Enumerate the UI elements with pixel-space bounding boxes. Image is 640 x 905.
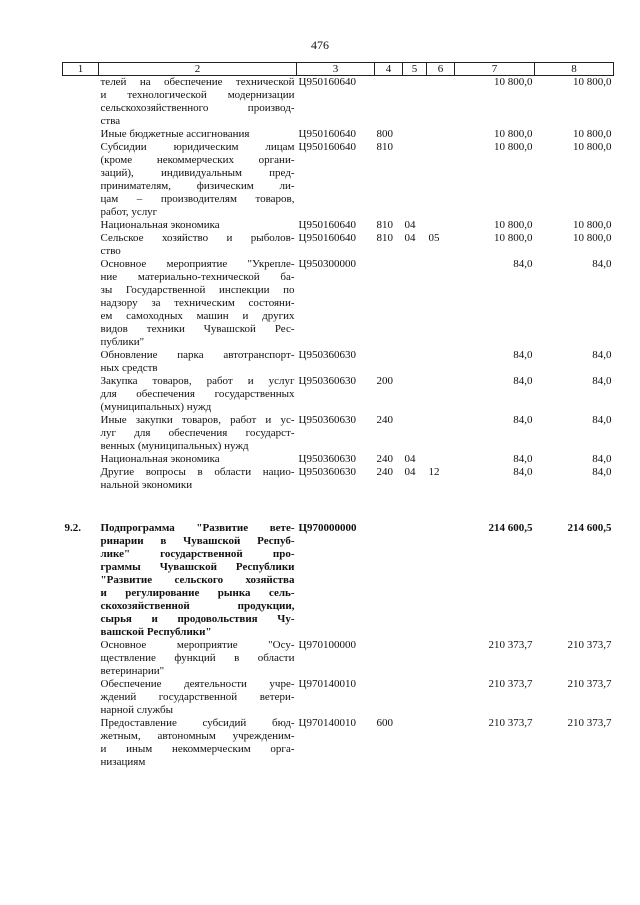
row-number: [63, 453, 99, 466]
table-row: [63, 128, 614, 141]
row-code: Ц970100000: [298, 639, 356, 651]
description-line: ринарии в Чувашской Респуб-: [100, 535, 295, 547]
header-col-8: 8: [535, 63, 614, 76]
description-line: ждений государственной ветери-: [100, 691, 295, 703]
description-line: заций), индивидуальным пред-: [100, 167, 295, 179]
row-number: [63, 678, 99, 717]
row-amount-2: 214 600,5: [567, 522, 612, 534]
row-code: Ц950360630: [298, 466, 356, 478]
row-amount-2: 84,0: [592, 453, 612, 465]
row-number: [63, 141, 99, 219]
table-row: [63, 375, 614, 414]
row-col-4: 240: [376, 453, 393, 465]
row-col-6: [427, 349, 455, 375]
header-col-6: 6: [427, 63, 455, 76]
table-row: [63, 232, 614, 258]
row-col-6: [427, 76, 455, 129]
row-amount-1: 84,0: [513, 375, 533, 387]
row-description: [99, 522, 297, 639]
description-line: ществление функций в области: [100, 652, 295, 664]
description-line: "Развитие сельского хозяйства: [100, 574, 295, 586]
description-line: лике" государственной про-: [100, 548, 295, 560]
row-col-5: 04: [404, 219, 416, 231]
description-line: ветеринарии": [100, 665, 165, 677]
row-col-5: 04: [404, 453, 416, 465]
row-col-5: [403, 258, 427, 349]
description-line: Закупка товаров, работ и услуг: [100, 375, 295, 387]
header-col-1: 1: [63, 63, 99, 76]
row-col-4: [375, 678, 403, 717]
row-amount-2: 84,0: [592, 414, 612, 426]
row-code: Ц950160640: [298, 232, 356, 244]
description-line: Другие вопросы в области нацио-: [100, 466, 295, 478]
row-number: [63, 639, 99, 678]
table-header: [63, 63, 614, 76]
page-number: 476: [311, 38, 329, 52]
row-amount-2: 84,0: [592, 349, 612, 361]
row-description: [99, 453, 297, 466]
spacer-cell: [63, 492, 614, 522]
row-code: Ц950360630: [298, 375, 356, 387]
row-description: [99, 219, 297, 232]
row-col-5: [403, 141, 427, 219]
row-number: [63, 219, 99, 232]
row-col-4: 240: [376, 414, 393, 426]
row-col-6: [427, 258, 455, 349]
table-row: [63, 453, 614, 466]
description-line: Субсидии юридическим лицам: [100, 141, 295, 153]
row-description: [99, 678, 297, 717]
row-amount-2: 10 800,0: [573, 141, 612, 153]
row-number: [63, 258, 99, 349]
row-col-6: [427, 414, 455, 453]
row-code: Ц950160640: [298, 128, 356, 140]
row-col-5: [403, 639, 427, 678]
row-col-5: [403, 678, 427, 717]
row-col-6: [427, 453, 455, 466]
row-amount-2: 210 373,7: [567, 639, 612, 651]
description-line: Национальная экономика: [100, 453, 220, 465]
row-col-6: 05: [428, 232, 440, 244]
row-amount-2: 10 800,0: [573, 219, 612, 231]
row-amount-1: 10 800,0: [494, 232, 533, 244]
row-col-4: [375, 522, 403, 639]
row-col-5: [403, 717, 427, 769]
description-line: скохозяйственной продукции,: [100, 600, 295, 612]
description-line: и регулирование рынка сель-: [100, 587, 295, 599]
row-col-5: 04: [404, 232, 416, 244]
row-col-6: [427, 128, 455, 141]
header-col-7: 7: [455, 63, 535, 76]
table-row: [63, 141, 614, 219]
row-description: [99, 375, 297, 414]
row-number: [63, 76, 99, 129]
row-code: Ц950360630: [298, 414, 356, 426]
description-line: сырья и продовольствия Чу-: [100, 613, 295, 625]
row-col-4: 600: [376, 717, 393, 729]
description-line: Подпрограмма "Развитие вете-: [100, 522, 295, 534]
row-description: [99, 414, 297, 453]
row-number: [63, 128, 99, 141]
table-row: [63, 414, 614, 453]
row-col-4: 240: [376, 466, 393, 478]
row-amount-2: 210 373,7: [567, 717, 612, 729]
table-row: [63, 76, 614, 129]
description-line: ства: [100, 115, 121, 127]
row-number: [63, 232, 99, 258]
header-col-2: 2: [99, 63, 297, 76]
description-line: Обновление парка автотранспорт-: [100, 349, 295, 361]
description-line: Иные бюджетные ассигнования: [100, 128, 250, 140]
row-amount-1: 84,0: [513, 414, 533, 426]
row-code: Ц950160640: [298, 76, 356, 88]
row-code: Ц970140010: [298, 678, 356, 690]
row-number: [63, 466, 99, 492]
description-line: работ, услуг: [100, 206, 158, 218]
description-line: венных (муниципальных) нужд: [100, 440, 249, 452]
row-amount-1: 214 600,5: [488, 522, 533, 534]
row-amount-1: 84,0: [513, 453, 533, 465]
row-col-5: [403, 414, 427, 453]
description-line: нальной экономики: [100, 479, 193, 491]
row-col-4: [375, 349, 403, 375]
description-line: Обеспечение деятельности учре-: [100, 678, 295, 690]
description-line: Национальная экономика: [100, 219, 220, 231]
header-col-5: 5: [403, 63, 427, 76]
description-line: нарной службы: [100, 704, 173, 716]
row-amount-1: 210 373,7: [488, 678, 533, 690]
row-col-4: 810: [376, 232, 393, 244]
row-amount-2: 84,0: [592, 258, 612, 270]
row-col-4: [375, 639, 403, 678]
description-line: публики": [100, 336, 145, 348]
description-line: видов техники Чувашской Рес-: [100, 323, 295, 335]
description-line: вашской Республики": [100, 626, 212, 638]
row-description: [99, 258, 297, 349]
row-description: [99, 639, 297, 678]
description-line: и технологической модернизации: [100, 89, 295, 101]
row-amount-1: 10 800,0: [494, 128, 533, 140]
description-line: Основное мероприятие "Укрепле-: [100, 258, 295, 270]
row-amount-1: 210 373,7: [488, 717, 533, 729]
row-number: [63, 349, 99, 375]
table-row: [63, 258, 614, 349]
description-line: граммы Чувашской Республики: [100, 561, 295, 573]
row-amount-2: 10 800,0: [573, 76, 612, 88]
row-code: Ц970000000: [298, 522, 357, 534]
row-amount-2: 84,0: [592, 375, 612, 387]
description-line: низациям: [100, 756, 146, 768]
row-col-6: [427, 522, 455, 639]
row-amount-2: 84,0: [592, 466, 612, 478]
row-code: Ц970140010: [298, 717, 356, 729]
description-line: принимателям, физическим ли-: [100, 180, 295, 192]
row-amount-1: 10 800,0: [494, 219, 533, 231]
row-code: Ц950160640: [298, 219, 356, 231]
row-col-6: [427, 717, 455, 769]
description-line: телей на обеспечение технической: [100, 76, 295, 88]
row-number: [63, 375, 99, 414]
description-line: Сельское хозяйство и рыболов-: [100, 232, 295, 244]
description-line: ние материально-технической ба-: [100, 271, 295, 283]
table-row: [63, 522, 614, 639]
row-col-4: 810: [376, 219, 393, 231]
row-col-4: 810: [376, 141, 393, 153]
row-col-5: [403, 128, 427, 141]
table-body: [63, 76, 614, 770]
description-line: луг для обеспечения государст-: [100, 427, 295, 439]
row-amount-2: 10 800,0: [573, 232, 612, 244]
row-description: [99, 232, 297, 258]
description-line: (муниципальных) нужд: [100, 401, 212, 413]
row-col-6: [427, 639, 455, 678]
row-col-6: [427, 219, 455, 232]
row-description: [99, 349, 297, 375]
row-description: [99, 717, 297, 769]
description-line: надзору за техническим состояни-: [100, 297, 295, 309]
row-code: Ц950300000: [298, 258, 356, 270]
row-amount-1: 10 800,0: [494, 141, 533, 153]
description-line: зы Государственной инспекции по: [100, 284, 295, 296]
row-number: [63, 414, 99, 453]
row-description: [99, 466, 297, 492]
description-line: (кроме некоммерческих органи-: [100, 154, 295, 166]
row-col-5: [403, 349, 427, 375]
row-code: Ц950360630: [298, 349, 356, 361]
row-col-5: [403, 76, 427, 129]
row-amount-1: 84,0: [513, 466, 533, 478]
row-code: Ц950160640: [298, 141, 356, 153]
row-description: [99, 128, 297, 141]
description-line: для обеспечения государственных: [100, 388, 295, 400]
description-line: и иным некоммерческим орга-: [100, 743, 295, 755]
header-row: [63, 63, 614, 76]
description-line: Предоставление субсидий бюд-: [100, 717, 295, 729]
row-col-4: [375, 258, 403, 349]
table-row: [63, 717, 614, 769]
row-col-4: 200: [376, 375, 393, 387]
table-row: [63, 219, 614, 232]
description-line: Иные закупки товаров, работ и ус-: [100, 414, 295, 426]
row-col-4: [375, 76, 403, 129]
table-row: [63, 678, 614, 717]
row-amount-2: 210 373,7: [567, 678, 612, 690]
budget-table: [62, 62, 614, 769]
row-col-5: 04: [404, 466, 416, 478]
row-col-6: [427, 141, 455, 219]
description-line: Основное мероприятие "Осу-: [100, 639, 295, 651]
row-description: [99, 141, 297, 219]
description-line: ем самоходных машин и других: [100, 310, 295, 322]
row-col-6: 12: [428, 466, 440, 478]
row-amount-2: 10 800,0: [573, 128, 612, 140]
row-col-6: [427, 375, 455, 414]
table-row: [63, 349, 614, 375]
table-row: [63, 639, 614, 678]
row-code: Ц950360630: [298, 453, 356, 465]
row-amount-1: 210 373,7: [488, 639, 533, 651]
description-line: ство: [100, 245, 121, 257]
table-row: [63, 466, 614, 492]
row-amount-1: 84,0: [513, 349, 533, 361]
row-amount-1: 10 800,0: [494, 76, 533, 88]
row-col-6: [427, 678, 455, 717]
row-col-5: [403, 522, 427, 639]
description-line: цам – производителям товаров,: [100, 193, 295, 205]
row-col-5: [403, 375, 427, 414]
row-number: 9.2.: [64, 522, 81, 534]
row-number: [63, 717, 99, 769]
row-amount-1: 84,0: [513, 258, 533, 270]
row-spacer: [63, 492, 614, 522]
description-line: ных средств: [100, 362, 158, 374]
row-description: [99, 76, 297, 129]
description-line: сельскохозяйственного производ-: [100, 102, 295, 114]
header-col-3: 3: [297, 63, 375, 76]
row-col-4: 800: [376, 128, 393, 140]
header-col-4: 4: [375, 63, 403, 76]
description-line: жетным, автономным учрежденим-: [100, 730, 295, 742]
